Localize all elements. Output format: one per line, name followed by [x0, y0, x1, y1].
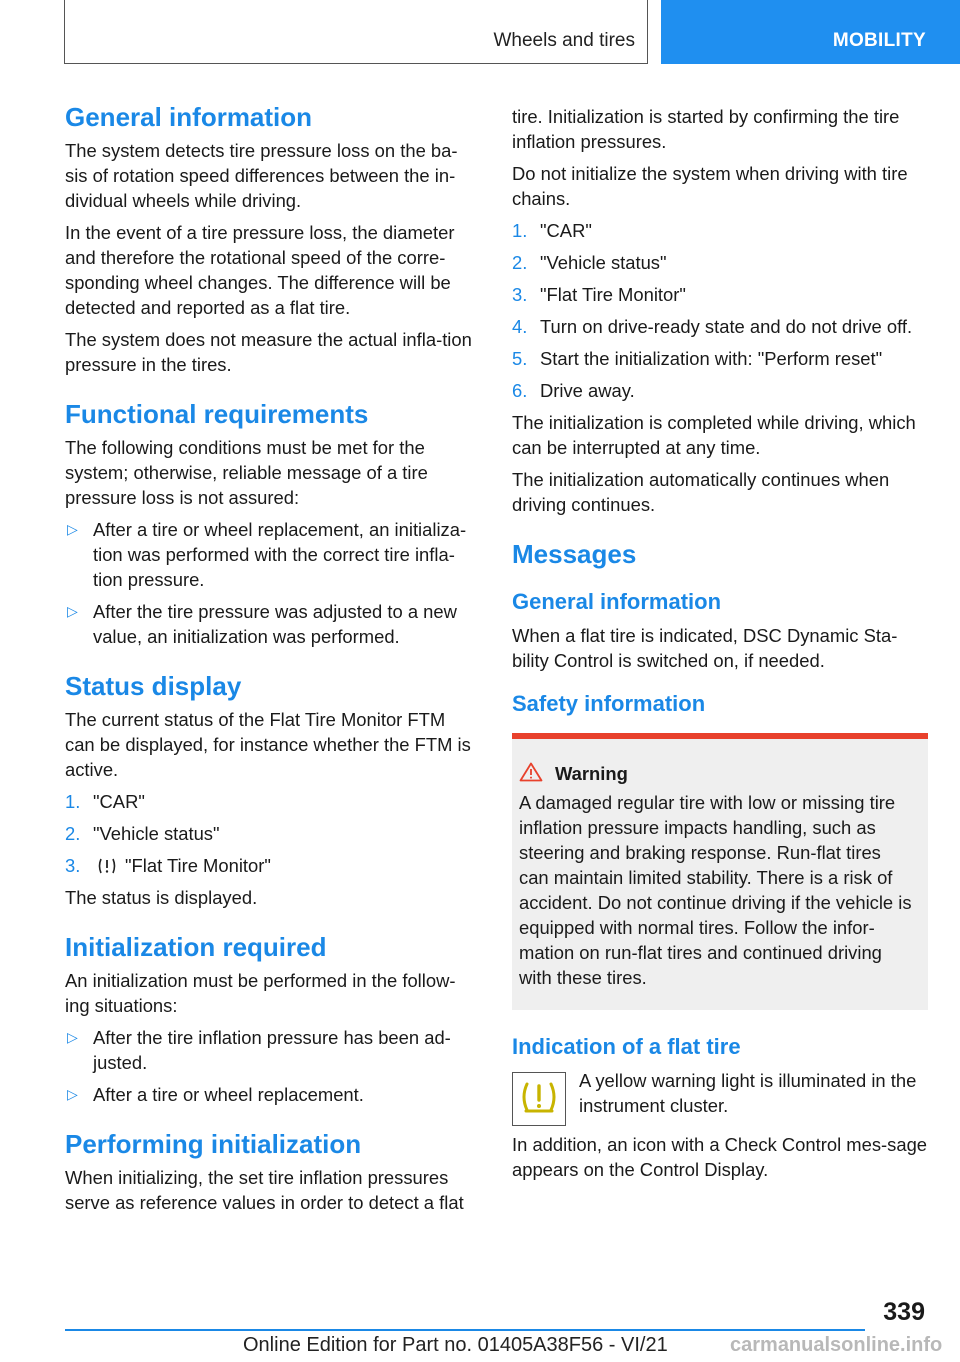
list-item: 1. "CAR": [65, 791, 145, 812]
heading-general-information: General information: [65, 102, 313, 132]
bullet-triangle-icon: ▷: [67, 1029, 78, 1045]
heading-initialization-required: Initialization required: [65, 932, 327, 962]
paragraph: The system detects tire pressure loss on the ba-sis of rotation speed differences between the in-dividual wheels while driving.: [65, 140, 458, 211]
watermark: carmanualsonline.info: [730, 1334, 943, 1356]
paragraph: An initialization must be performed in the follow-ing situations:: [65, 970, 456, 1016]
heading-messages: Messages: [512, 539, 637, 569]
bullet-triangle-icon: ▷: [67, 603, 78, 619]
bullet-triangle-icon: ▷: [67, 1086, 78, 1102]
header-tab-mobility: MOBILITY: [661, 0, 960, 64]
list-item: ▷ After the tire inflation pressure has been ad-justed.: [67, 1027, 451, 1073]
list-item: 2. "Vehicle status": [65, 823, 220, 844]
heading-safety-information: Safety information: [512, 691, 706, 716]
status-steps-list: [65, 789, 477, 878]
footer-divider: [65, 1329, 865, 1331]
heading-indication-flat-tire: Indication of a flat tire: [512, 1034, 741, 1059]
list-item: 3. "Flat Tire Monitor": [512, 284, 686, 305]
list-item: ▷ After a tire or wheel replacement, an initializa-tion was performed with the correct tire infla-tion pressure.: [67, 519, 467, 590]
paragraph: The status is displayed.: [65, 887, 258, 908]
list-item: 5. Start the initialization with: "Perform reset": [512, 348, 883, 369]
paragraph: When initializing, the set tire inflation pressures serve as reference values in order to detect a flat: [65, 1167, 464, 1213]
warning-light-row: [512, 1068, 928, 1126]
paragraph: The initialization is completed while driving, which can be interrupted at any time.: [512, 412, 916, 458]
paragraph: In addition, an icon with a Check Control mes-sage appears on the Control Display.: [512, 1134, 928, 1180]
left-column: [65, 100, 477, 1222]
paragraph: tire. Initialization is started by confirming the tire inflation pressures.: [512, 106, 900, 152]
footer-edition-text: Online Edition for Part no. 01405A38F56 - VI/21: [243, 1334, 668, 1356]
warning-triangle-icon: [519, 762, 543, 782]
paragraph: Do not initialize the system when driving with tire chains.: [512, 163, 908, 209]
list-item: 6. Drive away.: [512, 380, 635, 401]
heading-performing-initialization: Performing initialization: [65, 1129, 362, 1159]
right-column: [512, 104, 928, 1189]
warning-box: [512, 733, 928, 1010]
paragraph: The system does not measure the actual infla-tion pressure in the tires.: [65, 329, 472, 375]
heading-status-display: Status display: [65, 671, 242, 701]
list-item: 1. "CAR": [512, 220, 592, 241]
list-item: 3. "Flat Tire Monitor": [65, 855, 271, 876]
flat-tire-warning-light-icon: [512, 1072, 566, 1126]
paragraph: The following conditions must be met for the system; otherwise, reliable message of a tire pressure loss is not assured:: [65, 437, 428, 508]
initialization-steps-list: [512, 218, 928, 403]
paragraph: When a flat tire is indicated, DSC Dynamic Sta-bility Control is switched on, if needed.: [512, 625, 898, 671]
warning-text: A damaged regular tire with low or missing tire inflation pressure impacts handling, such as steering and braking response. Run-flat tires can maintain limited stability. There is a risk of accident. Do not continue driving if the vehicle is equipped with normal tires. Follow the infor-mation on run-flat tires and continued driving with these tires.: [519, 792, 912, 988]
warning-light-text: A yellow warning light is illuminated in the instrument cluster.: [579, 1070, 917, 1116]
list-item: 4. Turn on drive-ready state and do not drive off.: [512, 316, 913, 337]
functional-requirements-list: [65, 517, 477, 649]
paragraph: In the event of a tire pressure loss, the diameter and therefore the rotational speed of the corre-sponding wheel changes. The difference will be detected and reported as a flat tire.: [65, 222, 455, 318]
list-item: ▷ After a tire or wheel replacement.: [67, 1084, 364, 1105]
initialization-required-list: [65, 1025, 477, 1107]
heading-functional-requirements: Functional requirements: [65, 399, 369, 429]
heading-general-information-messages: General information: [512, 589, 722, 614]
tire-pressure-icon: [97, 856, 117, 874]
header-section-title: Wheels and tires: [493, 30, 635, 51]
paragraph: The initialization automatically continues when driving continues.: [512, 469, 890, 515]
list-item: 2. "Vehicle status": [512, 252, 667, 273]
list-item: ▷ After the tire pressure was adjusted to a new value, an initialization was performed.: [67, 601, 457, 647]
page-number: 339: [883, 1298, 925, 1326]
warning-title: Warning: [519, 761, 914, 786]
paragraph: The current status of the Flat Tire Monitor FTM can be displayed, for instance whether the FTM is active.: [65, 709, 471, 780]
bullet-triangle-icon: ▷: [67, 521, 78, 537]
